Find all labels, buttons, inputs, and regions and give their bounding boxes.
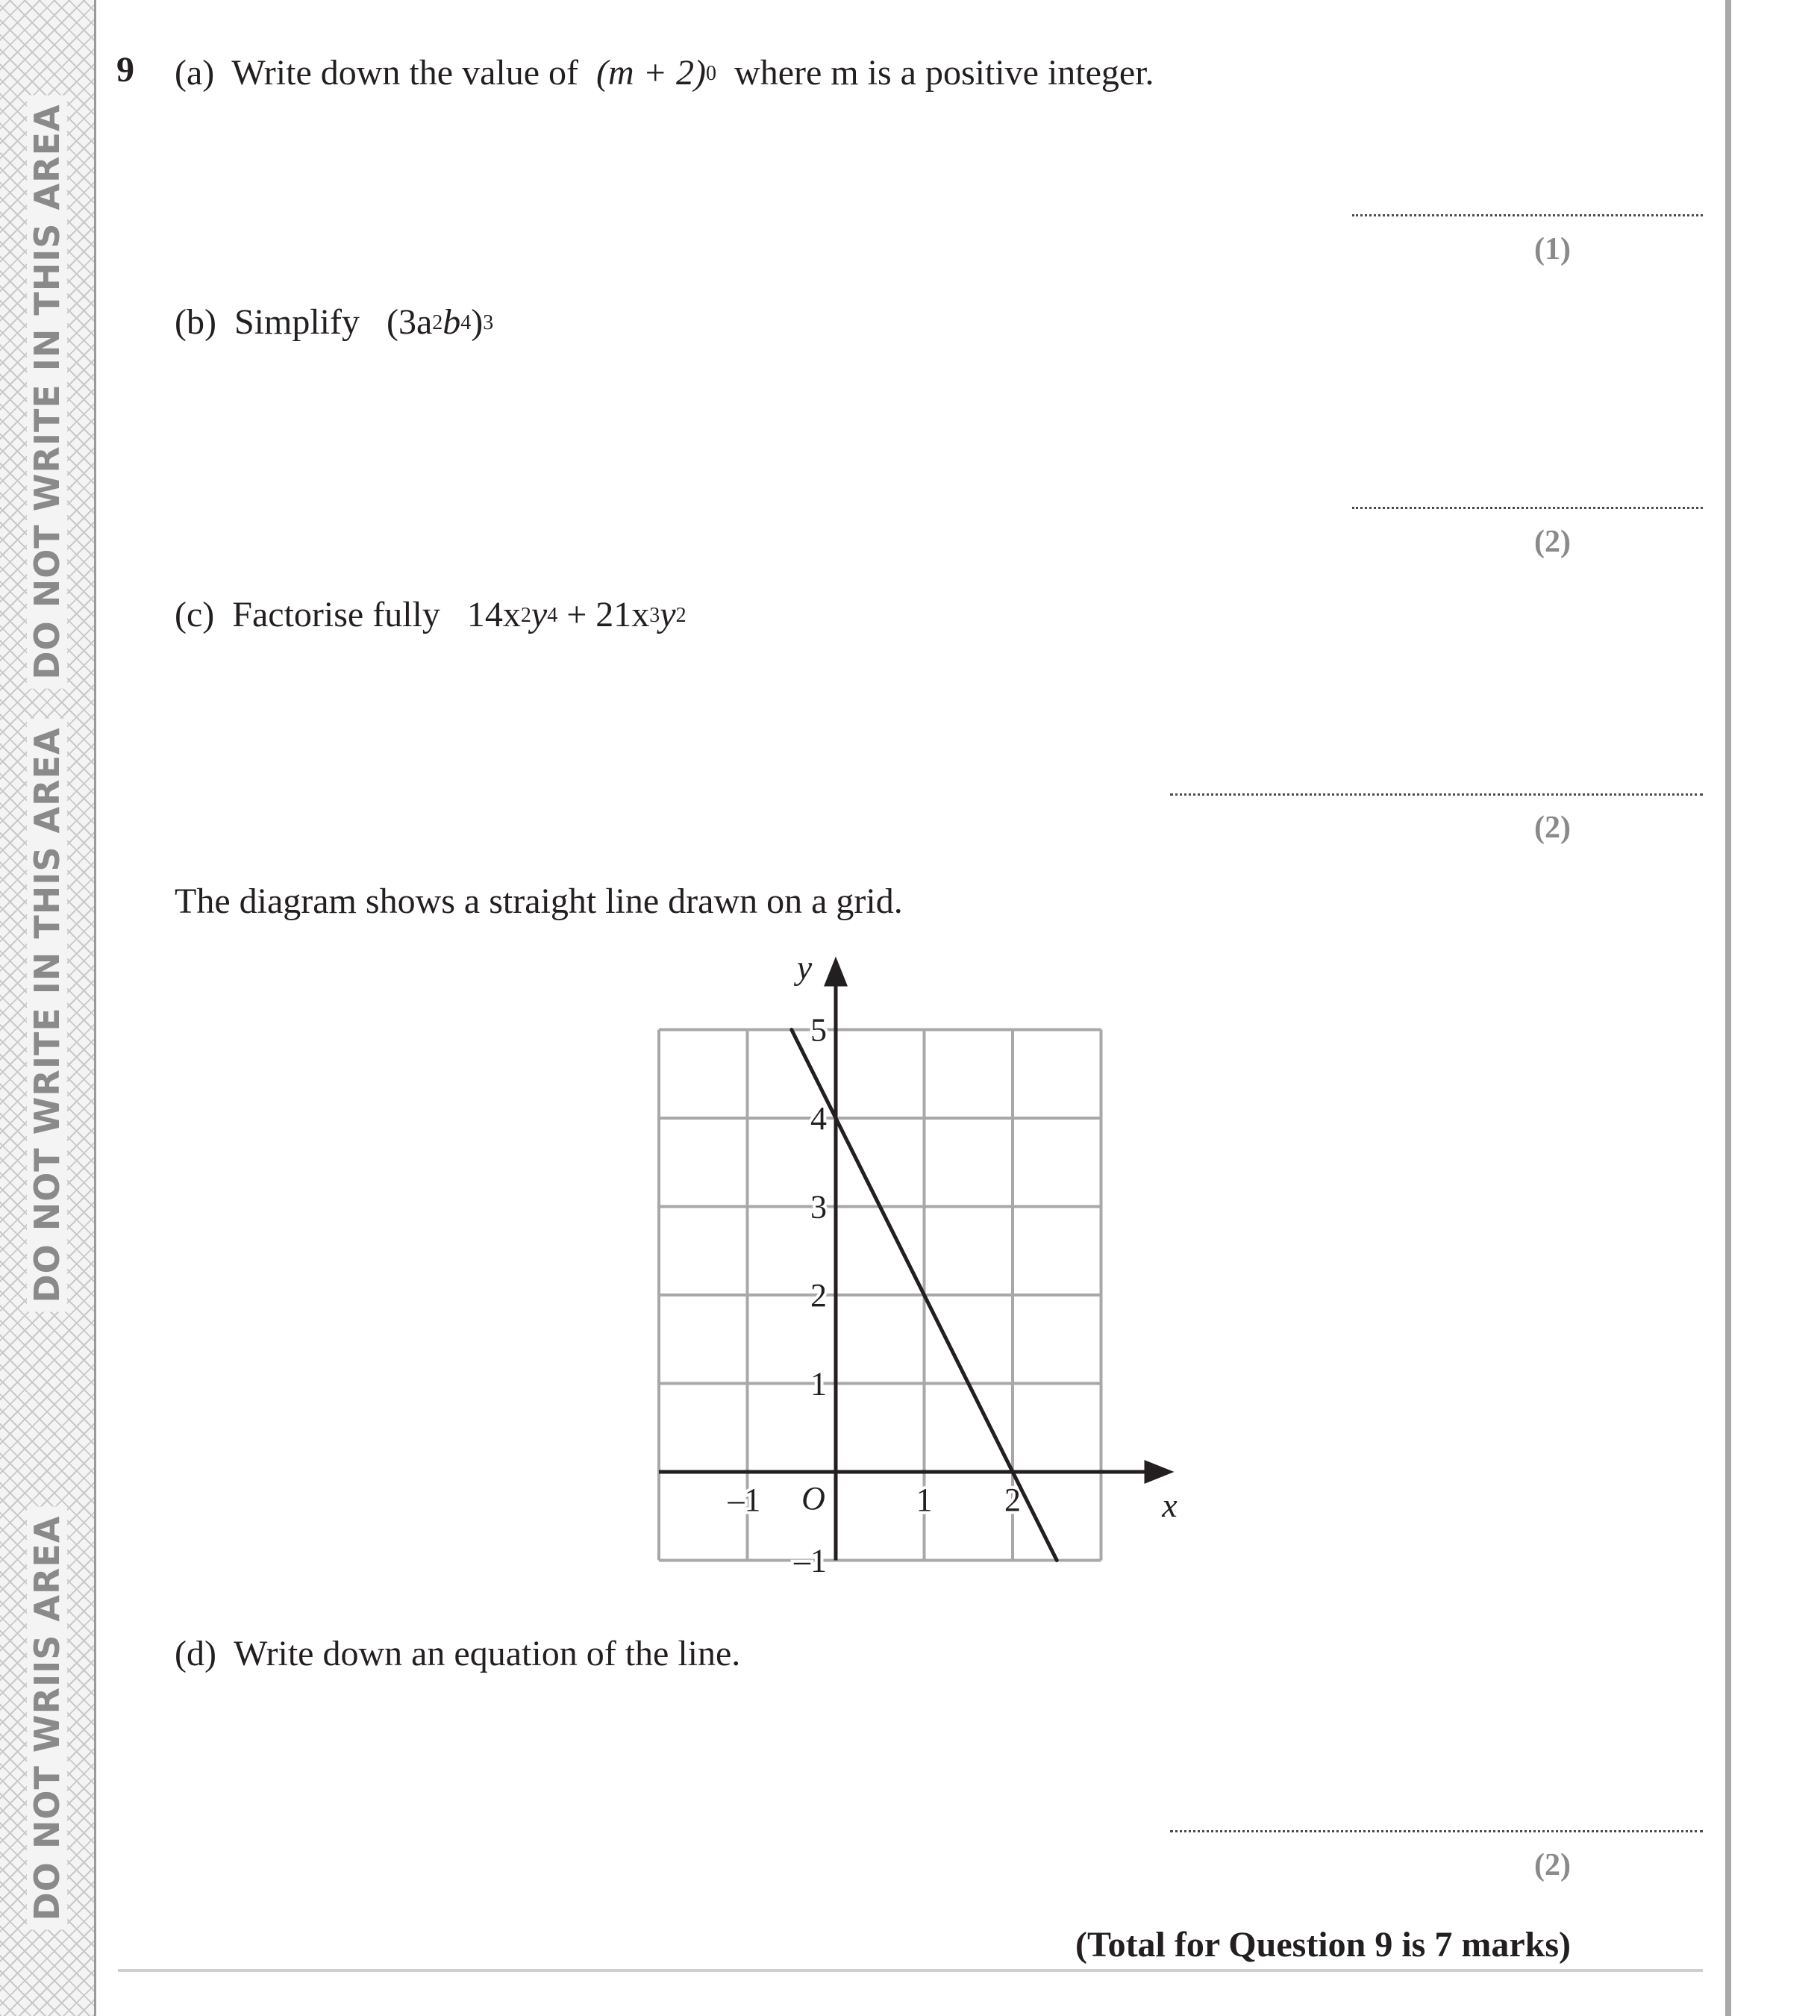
y-tick-label: 4 [810,1100,827,1137]
x-axis-arrow-icon [1145,1460,1175,1484]
part-d-label: (d) [175,1634,216,1673]
y-tick-label: 5 [810,1011,827,1049]
part-d-marks: (2) [1534,1848,1571,1882]
y-tick-label: 2 [810,1277,827,1314]
y-axis-arrow-icon [824,957,848,987]
question-total: (Total for Question 9 is 7 marks) [1075,1925,1571,1964]
grid [659,1030,1101,1561]
part-d-text: Write down an equation of the line. [234,1634,741,1673]
x-tick-label: 2 [1004,1482,1021,1518]
part-b-marks: (2) [1534,525,1571,559]
x-tick-label: –1 [728,1482,761,1518]
diagram-intro: The diagram shows a straight line drawn on a grid. [175,881,903,921]
x-axis-label: x [1162,1486,1178,1524]
part-c-marks: (2) [1534,811,1571,845]
y-tick-label: 1 [810,1365,827,1402]
part-c-expression: $14x^2y^4 + 21x^3y^2$ [466,595,687,634]
part-b-label: (b) [175,302,216,342]
part-d-answer-line[interactable] [1170,1830,1703,1832]
y-axis-label: y [796,948,813,987]
part-a-expression: $(m + 2)^0$ [596,53,717,93]
part-c-label: (c) [175,595,215,634]
part-b-expression: $(3a^2b^4)^3$ [387,302,494,342]
origin-label: O [801,1480,825,1517]
x-tick-label: 1 [916,1482,933,1518]
bottom-rule [118,1969,1703,1972]
y-tick-label: –1 [794,1542,827,1579]
part-d-question [175,1633,740,1674]
part-a-marks: (1) [1534,232,1571,266]
part-c-text: Factorise fully [232,595,440,634]
part-a-text: Write down the value of [231,53,578,93]
part-a-label: (a) [175,53,215,93]
part-b-text: Simplify [234,302,360,342]
question-number: 9 [116,50,134,90]
y-tick-label: 3 [810,1188,827,1226]
part-a-text-after: where m is a positive integer. [734,53,1154,93]
